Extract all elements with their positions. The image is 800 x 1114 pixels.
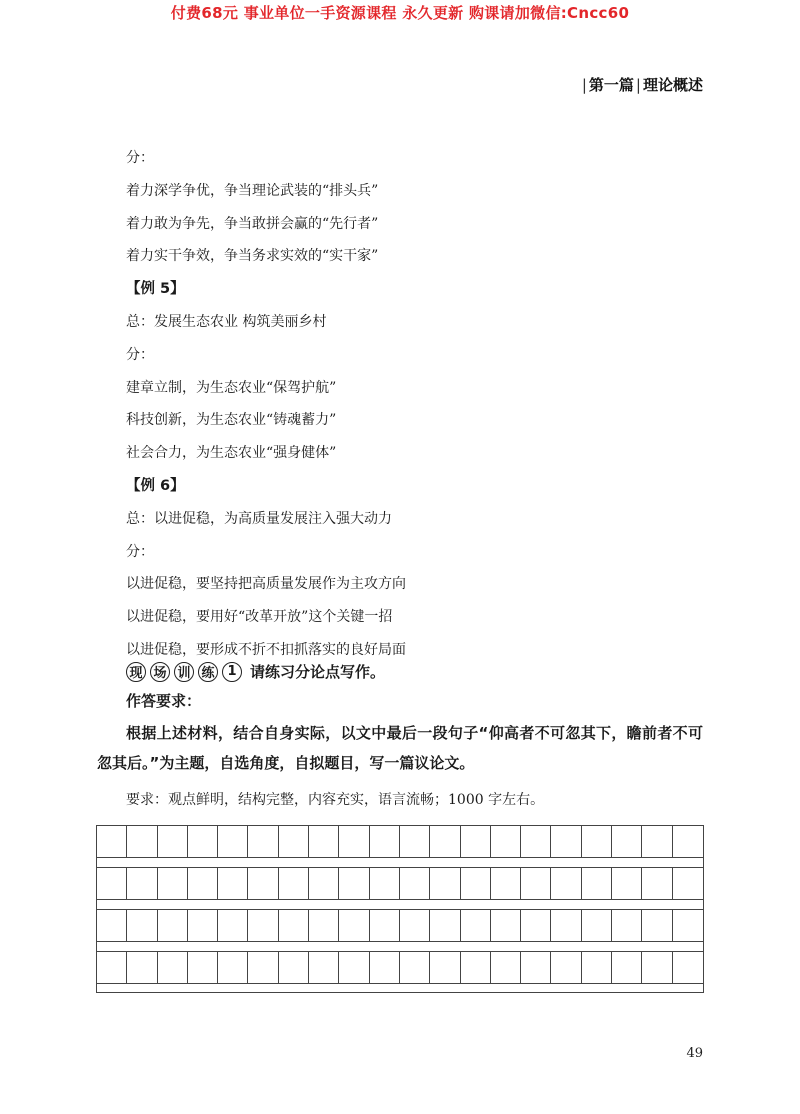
grid-cell[interactable] xyxy=(188,868,218,899)
header-divider: | xyxy=(635,76,641,94)
grid-cell[interactable] xyxy=(551,952,581,983)
drill-badge: 场 xyxy=(150,662,170,682)
header-section: 理论概述 xyxy=(642,76,703,94)
requirement-title: 作答要求： xyxy=(126,692,202,710)
content-line: 总：发展生态农业 构筑美丽乡村 xyxy=(126,313,327,330)
grid-cell[interactable] xyxy=(491,952,521,983)
content-line: 科技创新，为生态农业“铸魂蓄力” xyxy=(126,412,337,429)
example-label: 【例 6】 xyxy=(126,477,185,494)
grid-cell[interactable] xyxy=(521,868,551,899)
grid-row xyxy=(96,867,704,899)
grid-cell[interactable] xyxy=(309,910,339,941)
content-line: 着力深学争优，争当理论武装的“排头兵” xyxy=(126,182,379,199)
grid-cell[interactable] xyxy=(248,910,278,941)
grid-cell[interactable] xyxy=(370,826,400,857)
grid-cell[interactable] xyxy=(339,910,369,941)
content-line: 以进促稳，要用好“改革开放”这个关键一招 xyxy=(126,609,393,626)
drill-heading xyxy=(126,661,385,682)
grid-cell[interactable] xyxy=(551,910,581,941)
grid-row xyxy=(96,909,704,941)
grid-cell[interactable] xyxy=(642,910,672,941)
grid-row xyxy=(96,825,704,857)
grid-cell[interactable] xyxy=(248,826,278,857)
content-line: 社会合力，为生态农业“强身健体” xyxy=(126,445,337,462)
grid-cell[interactable] xyxy=(248,952,278,983)
grid-cell[interactable] xyxy=(158,868,188,899)
grid-cell[interactable] xyxy=(339,868,369,899)
grid-cell[interactable] xyxy=(127,952,157,983)
grid-cell[interactable] xyxy=(279,826,309,857)
task-paragraph: 根据上述材料，结合自身实际，以文中最后一段句子“仰高者不可忽其下，瞻前者不可忽其后。”为主题，自选角度，自拟题目，写一篇议论文。 xyxy=(97,724,703,772)
grid-cell[interactable] xyxy=(673,826,703,857)
grid-cell[interactable] xyxy=(279,868,309,899)
grid-cell[interactable] xyxy=(491,868,521,899)
grid-cell[interactable] xyxy=(188,952,218,983)
grid-cell[interactable] xyxy=(248,868,278,899)
grid-cell[interactable] xyxy=(582,910,612,941)
grid-gap xyxy=(96,857,704,867)
grid-cell[interactable] xyxy=(400,952,430,983)
grid-cell[interactable] xyxy=(551,826,581,857)
grid-cell[interactable] xyxy=(97,952,127,983)
grid-cell[interactable] xyxy=(461,826,491,857)
grid-cell[interactable] xyxy=(97,826,127,857)
grid-cell[interactable] xyxy=(642,826,672,857)
chapter-header xyxy=(580,74,703,95)
header-divider: | xyxy=(581,76,587,94)
grid-cell[interactable] xyxy=(309,826,339,857)
grid-cell[interactable] xyxy=(551,868,581,899)
example-label: 【例 5】 xyxy=(126,281,185,298)
content-line: 建章立制，为生态农业“保驾护航” xyxy=(126,379,337,396)
drill-badge: 练 xyxy=(198,662,218,682)
grid-cell[interactable] xyxy=(218,952,248,983)
grid-cell[interactable] xyxy=(400,910,430,941)
grid-row xyxy=(96,951,704,983)
grid-cell[interactable] xyxy=(97,910,127,941)
grid-cell[interactable] xyxy=(279,910,309,941)
grid-gap xyxy=(96,941,704,951)
requirements-text: 要求：观点鲜明，结构完整，内容充实，语言流畅；1000 字左右。 xyxy=(126,792,545,808)
content-line: 以进促稳，要坚持把高质量发展作为主攻方向 xyxy=(126,576,406,593)
content-line: 总：以进促稳，为高质量发展注入强大动力 xyxy=(126,510,392,527)
drill-badge: 1 xyxy=(222,662,242,682)
content-line: 分： xyxy=(126,543,154,560)
grid-cell[interactable] xyxy=(309,868,339,899)
grid-cell[interactable] xyxy=(188,826,218,857)
grid-cell[interactable] xyxy=(279,952,309,983)
grid-cell[interactable] xyxy=(158,952,188,983)
writing-grid xyxy=(96,825,704,993)
grid-cell[interactable] xyxy=(370,868,400,899)
grid-cell[interactable] xyxy=(673,868,703,899)
grid-cell[interactable] xyxy=(309,952,339,983)
drill-badge: 现 xyxy=(126,662,146,682)
grid-cell[interactable] xyxy=(612,910,642,941)
grid-cell[interactable] xyxy=(158,826,188,857)
example-content xyxy=(126,148,726,673)
grid-cell[interactable] xyxy=(642,868,672,899)
grid-cell[interactable] xyxy=(491,910,521,941)
content-line: 着力敢为争先，争当敢拼会赢的“先行者” xyxy=(126,215,379,232)
grid-cell[interactable] xyxy=(430,952,460,983)
grid-cell[interactable] xyxy=(370,910,400,941)
grid-cell[interactable] xyxy=(461,910,491,941)
grid-cell[interactable] xyxy=(127,826,157,857)
watermark-banner: 付费68元 事业单位一手资源课程 永久更新 购课请加微信:Cncc60 xyxy=(170,4,630,22)
page-number: 49 xyxy=(686,1046,703,1061)
grid-cell[interactable] xyxy=(188,910,218,941)
grid-cell[interactable] xyxy=(370,952,400,983)
grid-cell[interactable] xyxy=(400,826,430,857)
grid-cell[interactable] xyxy=(158,910,188,941)
grid-cell[interactable] xyxy=(339,952,369,983)
grid-cell[interactable] xyxy=(400,868,430,899)
grid-cell[interactable] xyxy=(673,952,703,983)
grid-cell[interactable] xyxy=(582,952,612,983)
grid-cell[interactable] xyxy=(521,952,551,983)
grid-gap xyxy=(96,899,704,909)
grid-cell[interactable] xyxy=(97,868,127,899)
grid-cell[interactable] xyxy=(521,910,551,941)
content-line: 分： xyxy=(126,346,154,363)
grid-cell[interactable] xyxy=(582,868,612,899)
grid-cell[interactable] xyxy=(218,826,248,857)
grid-cell[interactable] xyxy=(218,910,248,941)
grid-cell[interactable] xyxy=(491,826,521,857)
content-line: 分： xyxy=(126,150,154,166)
grid-cell[interactable] xyxy=(521,826,551,857)
content-line: 以进促稳，要形成不折不扣抓落实的良好局面 xyxy=(126,641,406,658)
grid-cell[interactable] xyxy=(642,952,672,983)
grid-cell[interactable] xyxy=(127,868,157,899)
grid-cell[interactable] xyxy=(612,868,642,899)
grid-cell[interactable] xyxy=(612,952,642,983)
content-line: 着力实干争效，争当务求实效的“实干家” xyxy=(126,248,379,265)
grid-cell[interactable] xyxy=(339,826,369,857)
header-part: 第一篇 xyxy=(588,76,634,94)
grid-cell[interactable] xyxy=(430,826,460,857)
grid-cell[interactable] xyxy=(461,868,491,899)
grid-cell[interactable] xyxy=(582,826,612,857)
grid-gap xyxy=(96,983,704,993)
grid-cell[interactable] xyxy=(612,826,642,857)
drill-text: 请练习分论点写作。 xyxy=(250,663,386,681)
drill-badge: 训 xyxy=(174,662,194,682)
grid-cell[interactable] xyxy=(673,910,703,941)
grid-cell[interactable] xyxy=(218,868,248,899)
grid-cell[interactable] xyxy=(127,910,157,941)
grid-cell[interactable] xyxy=(430,910,460,941)
grid-cell[interactable] xyxy=(430,868,460,899)
grid-cell[interactable] xyxy=(461,952,491,983)
